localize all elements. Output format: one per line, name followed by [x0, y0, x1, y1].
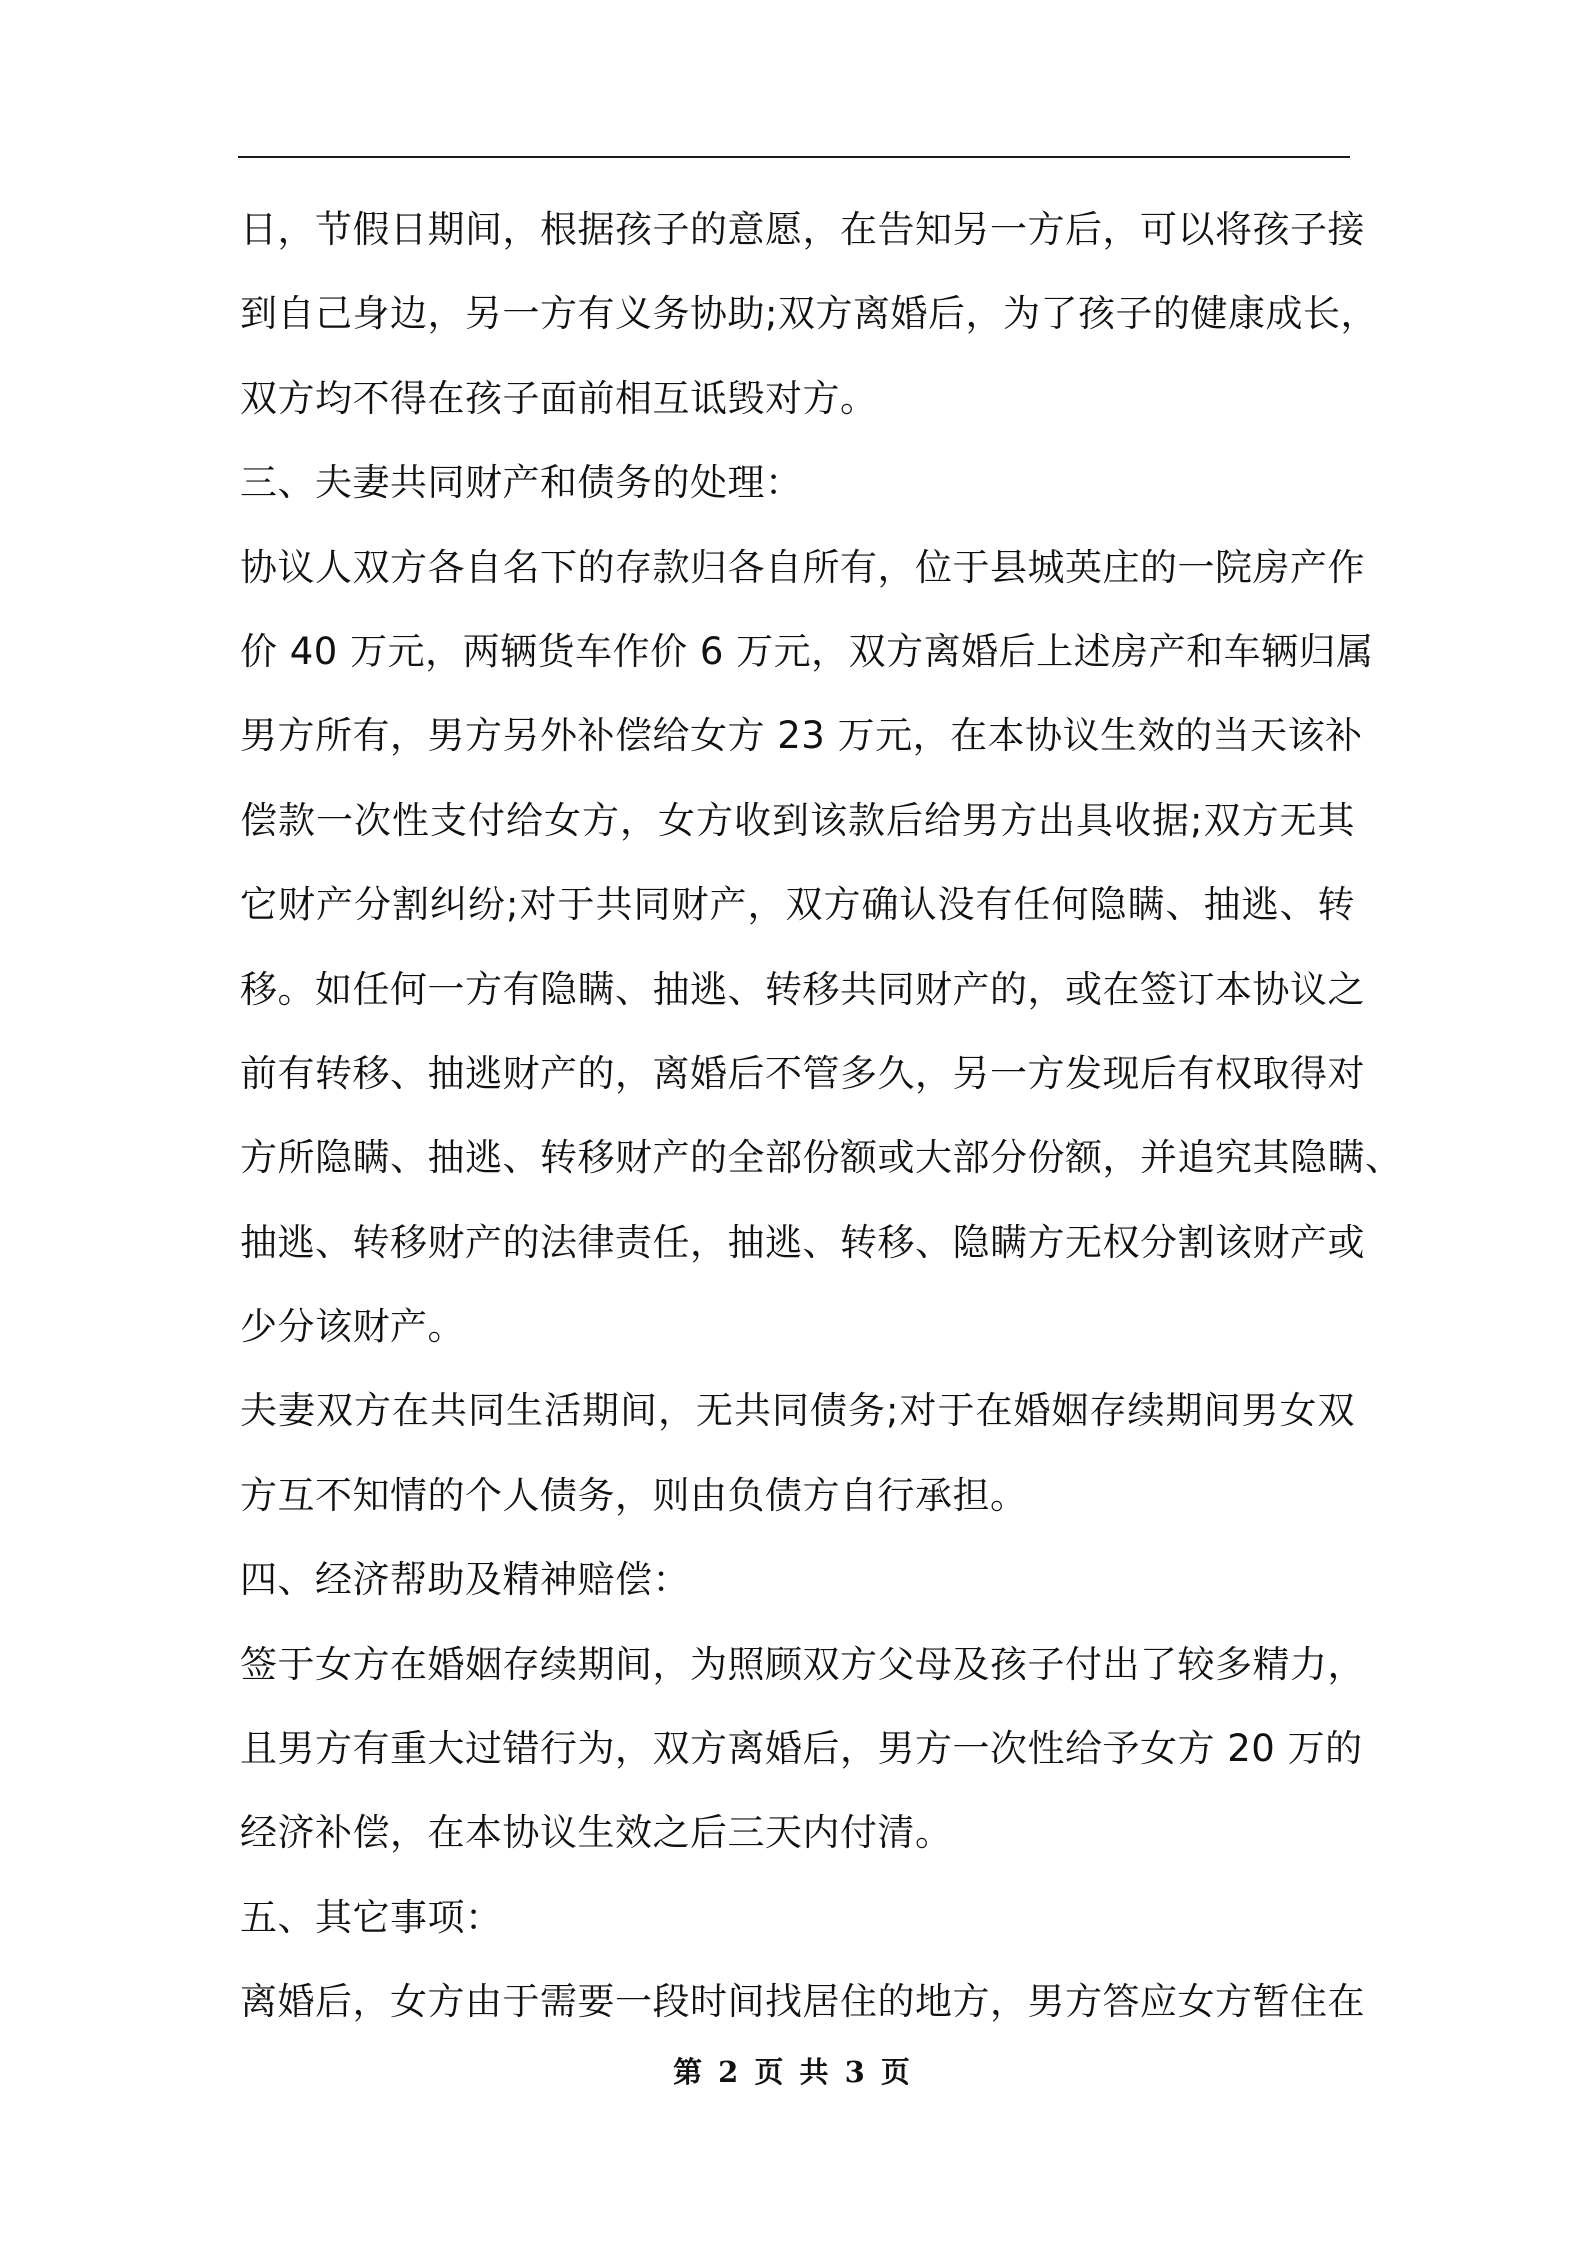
body-line: 夫妻双方在共同生活期间，无共同债务;对于在婚姻存续期间男女双	[240, 1389, 1355, 1433]
body-line: 签于女方在婚姻存续期间，为照顾双方父母及孩子付出了较多精力，	[240, 1642, 1365, 1686]
body-line: 方互不知情的个人债务，则由负债方自行承担。	[240, 1473, 1028, 1517]
body-line: 男方所有，男方另外补偿给女方 23 万元，在本协议生效的当天该补	[240, 714, 1363, 758]
body-line: 经济补偿，在本协议生效之后三天内付清。	[240, 1811, 953, 1855]
body-line: 它财产分割纠纷;对于共同财产，双方确认没有任何隐瞒、抽逃、转	[240, 883, 1355, 927]
document-body	[240, 188, 1403, 2045]
body-line: 抽逃、转移财产的法律责任，抽逃、转移、隐瞒方无权分割该财产或	[240, 1220, 1365, 1264]
page-number: 第 2 页 共 3 页	[673, 2055, 913, 2089]
body-line: 且男方有重大过错行为，双方离婚后，男方一次性给予女方 20 万的	[240, 1727, 1363, 1771]
body-line: 前有转移、抽逃财产的，离婚后不管多久，另一方发现后有权取得对	[240, 1051, 1365, 1095]
body-line: 少分该财产。	[240, 1305, 465, 1349]
body-line: 协议人双方各自名下的存款归各自所有，位于县城英庄的一院房产作	[240, 545, 1365, 589]
body-line: 日，节假日期间，根据孩子的意愿，在告知另一方后，可以将孩子接	[240, 208, 1365, 251]
body-line: 到自己身边，另一方有义务协助;双方离婚后，为了孩子的健康成长，	[240, 292, 1378, 336]
body-line: 双方均不得在孩子面前相互诋毁对方。	[240, 376, 878, 420]
section-heading: 四、经济帮助及精神赔偿：	[240, 1558, 690, 1602]
body-line: 偿款一次性支付给女方，女方收到该款后给男方出具收据;双方无其	[240, 798, 1355, 842]
section-heading: 三、夫妻共同财产和债务的处理：	[240, 461, 803, 505]
body-line: 离婚后，女方由于需要一段时间找居住的地方，男方答应女方暂住在	[240, 1980, 1365, 2024]
body-line: 价 40 万元，两辆货车作价 6 万元，双方离婚后上述房产和车辆归属	[240, 629, 1374, 673]
section-heading: 五、其它事项：	[240, 1895, 503, 1939]
body-line: 移。如任何一方有隐瞒、抽逃、转移共同财产的，或在签订本协议之	[240, 967, 1365, 1011]
body-line: 方所隐瞒、抽逃、转移财产的全部份额或大部分份额，并追究其隐瞒、	[240, 1136, 1403, 1180]
header-divider	[238, 156, 1350, 158]
